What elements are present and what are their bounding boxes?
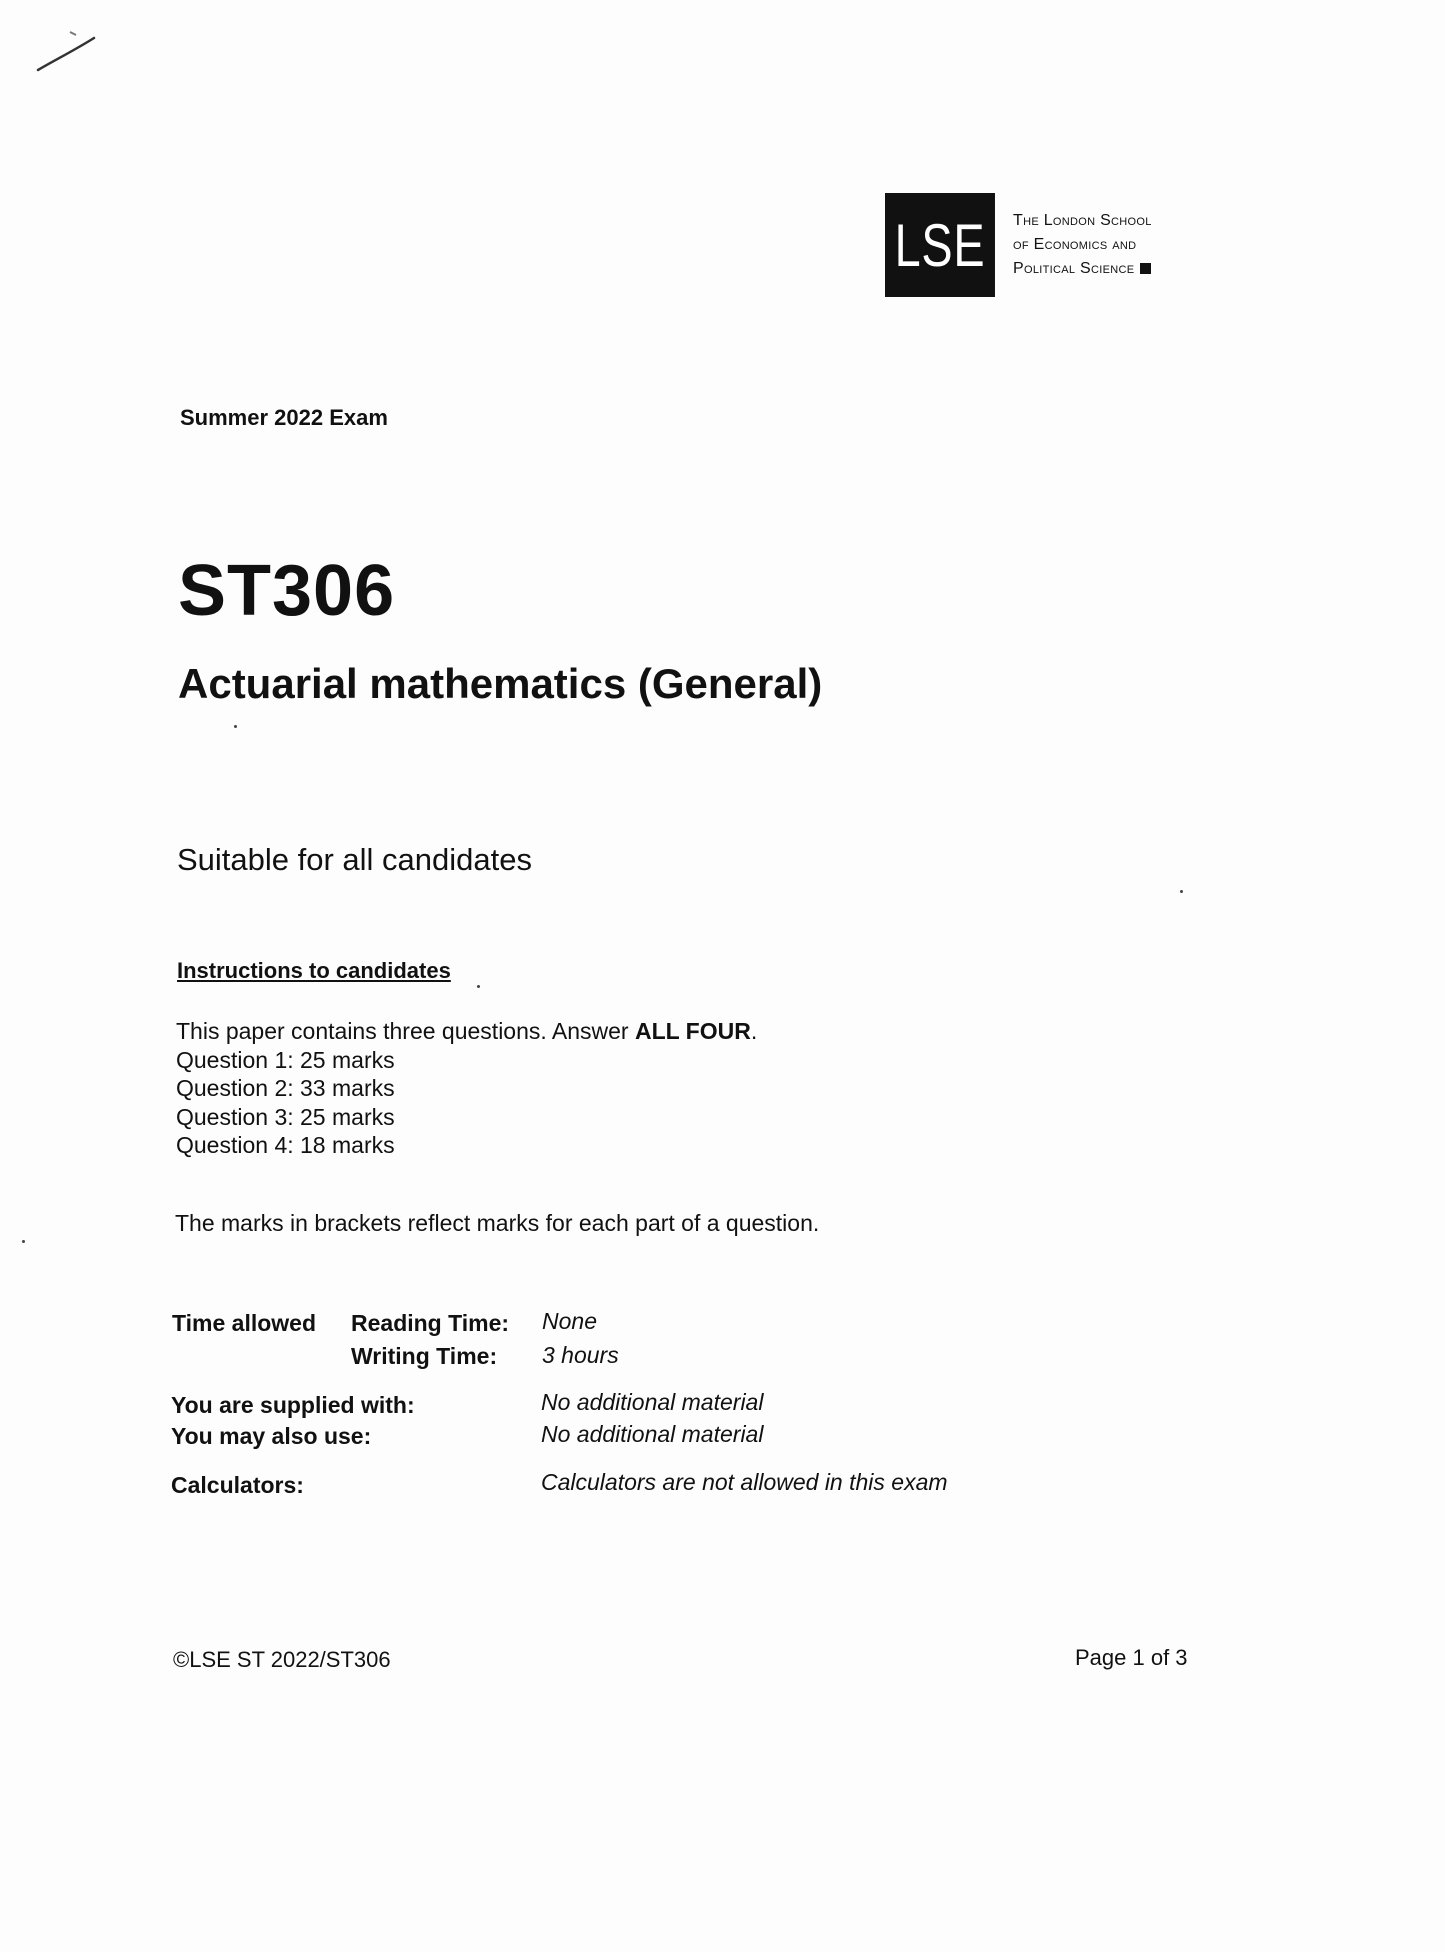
instructions-block xyxy=(176,1017,757,1160)
question-marks-item: Question 3: 25 marks xyxy=(176,1103,395,1130)
marks-note: The marks in brackets reflect marks for each part of a question. xyxy=(175,1210,820,1236)
pen-stroke-mark xyxy=(30,20,110,80)
suitability-note: Suitable for all candidates xyxy=(177,842,533,877)
reading-time-label: Reading Time: xyxy=(351,1310,510,1336)
question-marks-item: Question 4: 18 marks xyxy=(176,1132,395,1158)
copyright-footer: ©LSE ST 2022/ST306 xyxy=(173,1647,391,1672)
reading-time-value: None xyxy=(542,1308,597,1334)
course-code: ST306 xyxy=(178,551,396,631)
lse-logo-mark: LSE xyxy=(885,193,995,297)
lse-logo xyxy=(885,193,1152,297)
instructions-intro: This paper contains three questions. Answer ALL FOUR. xyxy=(176,1018,758,1044)
writing-time-value: 3 hours xyxy=(542,1342,619,1368)
scan-speck xyxy=(234,725,237,728)
supplied-label: You are supplied with: xyxy=(171,1392,415,1418)
course-title: Actuarial mathematics (General) xyxy=(178,660,823,707)
supplied-value: No additional material xyxy=(541,1389,764,1415)
time-allowed-label: Time allowed xyxy=(172,1310,317,1336)
instructions-heading: Instructions to candidates xyxy=(177,958,451,983)
logo-square-icon xyxy=(1140,263,1151,274)
writing-time-label: Writing Time: xyxy=(351,1343,498,1369)
logo-line-2: of Economics and xyxy=(1013,236,1137,253)
calculators-value: Calculators are not allowed in this exam xyxy=(541,1469,948,1495)
may-use-label: You may also use: xyxy=(171,1423,372,1449)
logo-line-3: Political Science xyxy=(1013,257,1152,281)
page-number: Page 1 of 3 xyxy=(1075,1645,1188,1670)
scan-speck xyxy=(477,985,480,988)
scan-speck xyxy=(1180,890,1183,893)
lse-logo-wordmark xyxy=(1013,209,1152,281)
question-marks-item: Question 1: 25 marks xyxy=(176,1046,395,1073)
calculators-label: Calculators: xyxy=(171,1472,304,1498)
logo-line-1: The London School xyxy=(1013,212,1152,229)
scan-speck xyxy=(22,1240,25,1243)
exam-session: Summer 2022 Exam xyxy=(180,405,388,430)
may-use-value: No additional material xyxy=(541,1421,764,1447)
question-marks-item: Question 2: 33 marks xyxy=(176,1075,395,1101)
